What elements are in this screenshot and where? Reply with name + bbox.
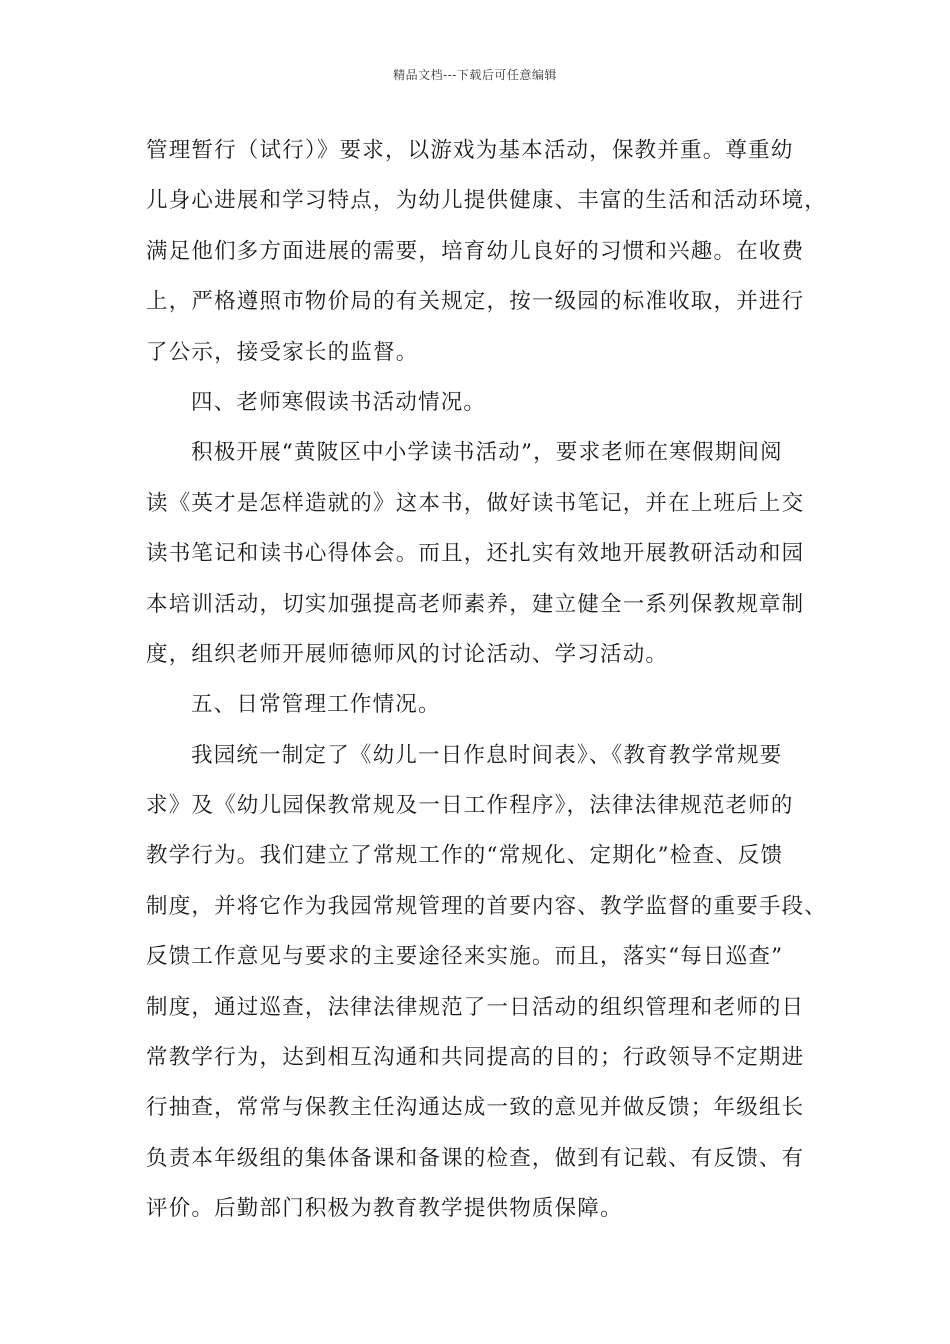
text-line: 制度，并将它作为我园常规管理的首要内容、教学监督的重要手段、	[146, 893, 828, 919]
text-line: 评价。后勤部门积极为教育教学提供物质保障。	[146, 1196, 623, 1222]
body-text	[146, 126, 826, 1235]
text-line: 常教学行为，达到相互沟通和共同提高的目的；行政领导不定期进	[146, 1045, 805, 1071]
section-heading: 四、老师寒假读书活动情况。	[191, 389, 487, 415]
text-line: 积极开展“黄陂区中小学读书活动”，要求老师在寒假期间阅	[191, 440, 783, 466]
text-line: 满足他们多方面进展的需要，培育幼儿良好的习惯和兴趣。在收费	[146, 238, 805, 264]
text-line: 制度，通过巡查，法律法律规范了一日活动的组织管理和老师的日	[146, 994, 805, 1020]
text-line: 儿身心进展和学习特点，为幼儿提供健康、丰富的生活和活动环境，	[146, 188, 828, 214]
text-line: 教学行为。我们建立了常规工作的“常规化、定期化”检查、反馈	[146, 843, 784, 869]
text-line: 读书笔记和读书心得体会。而且，还扎实有效地开展教研活动和园	[146, 541, 805, 567]
page-header: 精品文档---下载后可任意编辑	[393, 68, 557, 82]
text-line: 负责本年级组的集体备课和备课的检查，做到有记载、有反馈、有	[146, 1145, 805, 1171]
text-line: 了公示，接受家长的监督。	[146, 339, 419, 365]
text-line: 度，组织老师开展师德师风的讨论活动、学习活动。	[146, 641, 669, 667]
text-line: 管理暂行（试行）》要求，以游戏为基本活动，保教并重。尊重幼	[146, 138, 794, 163]
section-heading: 五、日常管理工作情况。	[191, 692, 441, 718]
text-line: 我园统一制定了《幼儿一日作息时间表》、《教育教学常规要	[191, 742, 783, 768]
text-line: 行抽查，常常与保教主任沟通达成一致的意见并做反馈；年级组长	[146, 1095, 805, 1121]
text-line: 读《英才是怎样造就的》这本书，做好读书笔记，并在上班后上交	[146, 490, 805, 516]
text-line: 上，严格遵照市物价局的有关规定，按一级园的标准收取，并进行	[146, 289, 805, 315]
text-line: 反馈工作意见与要求的主要途径来实施。而且，落实“每日巡查”	[146, 944, 784, 970]
text-line: 本培训活动，切实加强提高老师素养，建立健全一系列保教规章制	[146, 591, 805, 617]
text-line: 求》及《幼儿园保教常规及一日工作程序》，法律法律规范老师的	[146, 793, 794, 819]
